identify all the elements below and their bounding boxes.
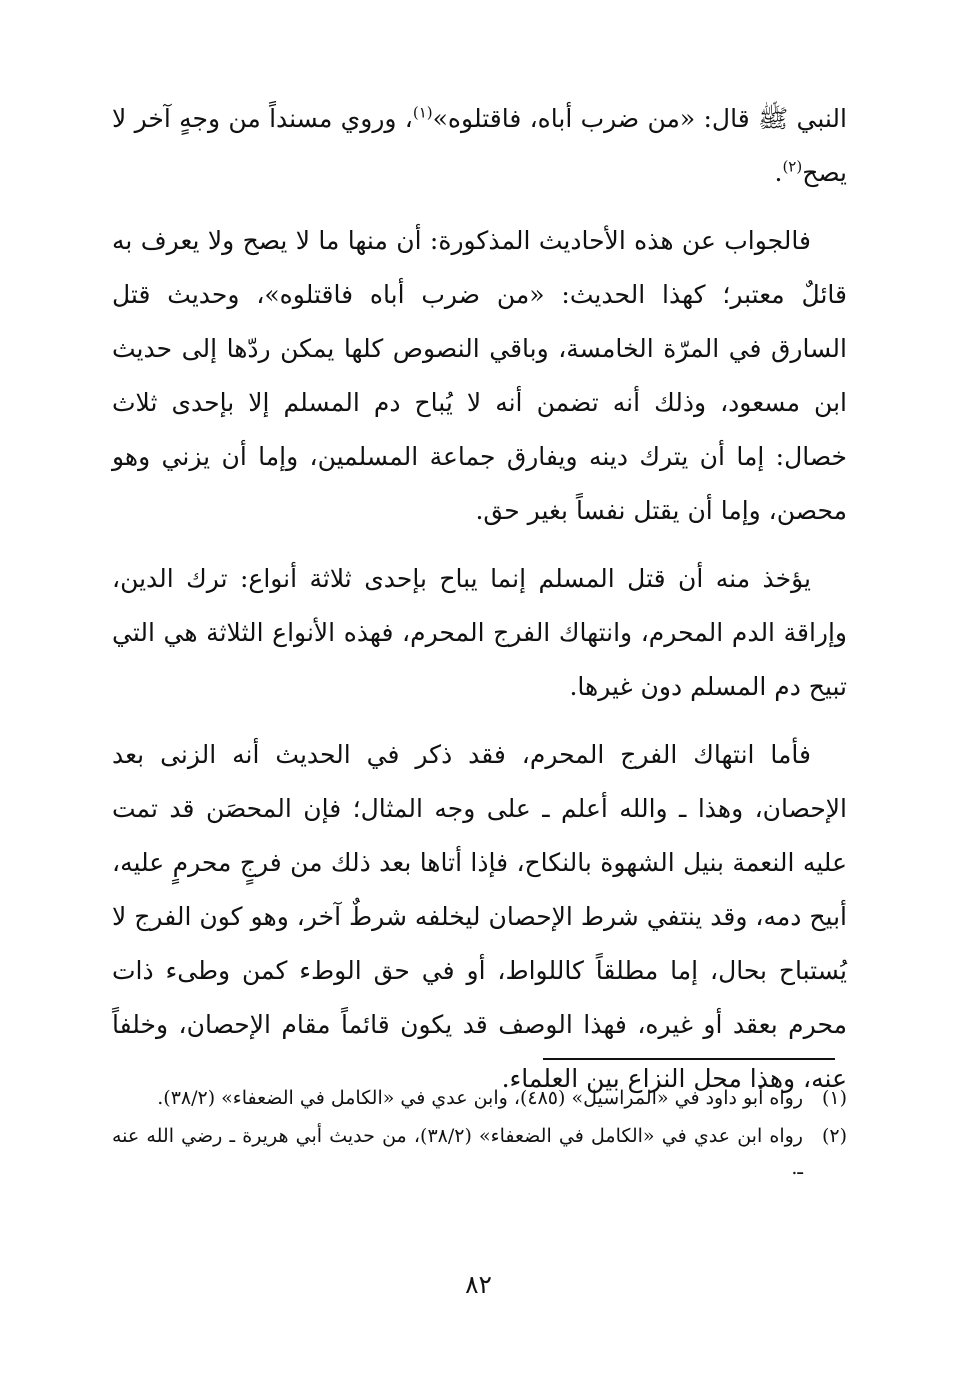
footnote-separator — [543, 1058, 835, 1060]
footnote-2-number: (٢) — [821, 1125, 847, 1147]
paragraph-3 — [112, 552, 847, 714]
paragraph-4-text: فأما انتهاك الفرج المحرم، فقد ذكر في الحديث أنه الزنى بعد الإحصان، وهذا ـ والله أعلم ـ على وجه المثال؛ فإن المحصَن قد تمت عليه النعمة بنيل الشهوة بالنكاح، فإذا أتاها بعد ذلك من فرجٍ محرمٍ عليه، أبيح دمه، وقد ينتفي شرط الإحصان ليخلفه شرطٌ آخر، وهو كون الفرج لا يُستباح بحال، إما مطلقاً كاللواط، أو في حق الوطء كمن وطىء ذات محرم بعقد أو غيره، فهذا الوصف قد يكون قائماً مقام الإحصان، وخلفاً عنه، وهذا محل النزاع بين العلماء. — [112, 740, 847, 1093]
paragraph-3-text: يؤخذ منه أن قتل المسلم إنما يباح بإحدى ثلاثة أنواع: ترك الدين، وإراقة الدم المحرم، وانتهاك الفرج المحرم، فهذه الأنواع الثلاثة هي التي تبيح دم المسلم دون غيرها. — [112, 564, 847, 701]
paragraph-1-segment: النبي ﷺ قال: «من ضرب أباه، فاقتلوه» — [432, 104, 847, 133]
main-text — [112, 92, 847, 1120]
footnotes — [112, 1082, 847, 1190]
paragraph-1 — [112, 92, 847, 200]
footnote-2-text: رواه ابن عدي في «الكامل في الضعفاء» (٣٨/٢)، من حديث أبي هريرة ـ رضي الله عنه ـ. — [112, 1125, 803, 1179]
paragraph-2 — [112, 214, 847, 538]
footnote-ref-2[interactable]: (٢) — [782, 157, 803, 176]
page-number: ٨٢ — [465, 1270, 492, 1299]
footnote-ref-1[interactable]: (١) — [412, 103, 433, 122]
footnote-1-number: (١) — [821, 1087, 847, 1109]
paragraph-2-text: فالجواب عن هذه الأحاديث المذكورة: أن منها ما لا يصح ولا يعرف به قائلٌ معتبر؛ كهذا الحديث: «من ضرب أباه فاقتلوه»، وحديث قتل السارق في المرّة الخامسة، وباقي النصوص كلها يمكن ردّها إلى حديث ابن مسعود، وذلك أنه تضمن أنه لا يُباح دم المسلم إلا بإحدى ثلاث خصال: إما أن يترك دينه ويفارق جماعة المسلمين، وإما أن يزني وهو محصن، وإما أن يقتل نفساً بغير حق. — [112, 226, 847, 525]
paragraph-4 — [112, 728, 847, 1106]
footnote-1 — [112, 1082, 847, 1114]
paragraph-1-segment: ، وروي مسنداً من وجهٍ آخر لا يصح — [112, 104, 847, 187]
footnote-1-text: رواه أبو داود في «المراسيل» (٤٨٥)، وابن عدي في «الكامل في الضعفاء» (٣٨/٢). — [157, 1087, 803, 1109]
paragraph-1-segment: . — [774, 158, 783, 187]
footnote-2 — [112, 1120, 847, 1184]
